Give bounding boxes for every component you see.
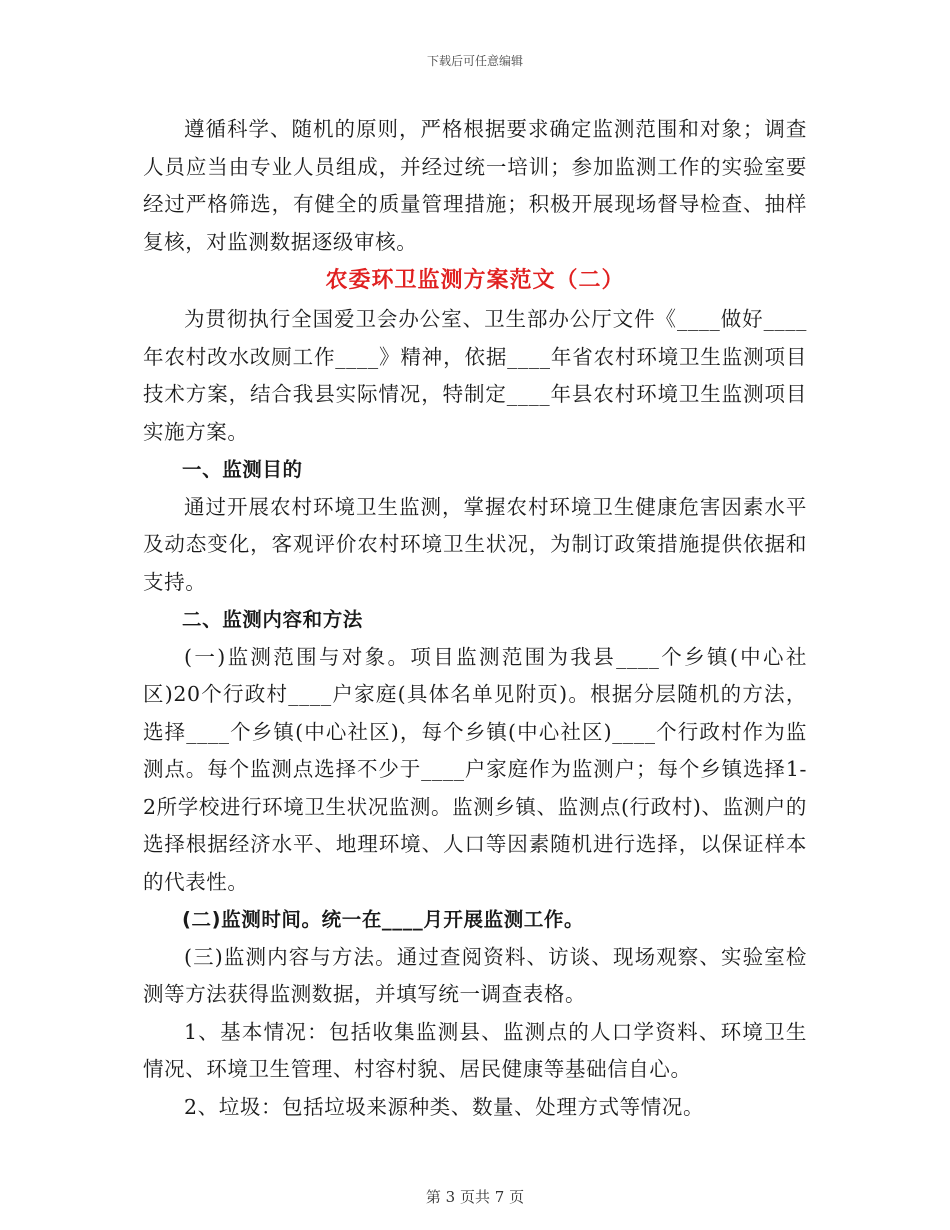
section2-item2-paragraph: (二)监测时间。统一在____月开展监测工作。 [182, 908, 585, 931]
section2-heading: 二、监测内容和方法 [182, 608, 363, 631]
section1-paragraph: 通过开展农村环境卫生监测，掌握农村环境卫生健康危害因素水平及动态变化，客观评价农村环境卫生状况，为制订政策措施提供依据和支持。 [143, 494, 807, 594]
document-title: 农委环卫监测方案范文（二） [325, 268, 625, 293]
section2-item1-paragraph: (一)监测范围与对象。项目监测范围为我县____个乡镇(中心社区)20个行政村____户家庭(具体名单见附页)。根据分层随机的方法，选择____个乡镇(中心社区)，每个乡镇(中心社区)____个行政村作为监测点。每个监测点选择不少于____户家庭作为监测户；每个乡镇选择1-2所学校进行环境卫生状况监测。监测乡镇、监测点(行政村)、监测户的选择根据经济水平、地理环境、人口等因素随机进行选择，以保证样本的代表性。 [143, 644, 807, 894]
intro-paragraph: 遵循科学、随机的原则，严格根据要求确定监测范围和对象；调查人员应当由专业人员组成，并经过统一培训；参加监测工作的实验室要经过严格筛选，有健全的质量管理措施；积极开展现场督导检查、抽样复核，对监测数据逐级审核。 [143, 117, 807, 254]
section2-item3-paragraph: (三)监测内容与方法。通过查阅资料、访谈、现场观察、实验室检测等方法获得监测数据，并填写统一调查表格。 [143, 944, 807, 1006]
document-body [143, 111, 807, 1126]
preface-paragraph: 为贯彻执行全国爱卫会办公室、卫生部办公厅文件《____做好____年农村改水改厕工作____》精神，依据____年省农村环境卫生监测项目技术方案，结合我县实际情况，特制定____年县农村环境卫生监测项目实施方案。 [143, 307, 807, 444]
page-header: 下载后可任意编辑 [426, 54, 523, 68]
page-footer: 第 3 页共 7 页 [425, 1188, 525, 1206]
section1-heading: 一、监测目的 [182, 458, 303, 481]
point2-paragraph: 2、垃圾：包括垃圾来源种类、数量、处理方式等情况。 [184, 1094, 705, 1119]
point1-paragraph: 1、基本情况：包括收集监测县、监测点的人口学资料、环境卫生情况、环境卫生管理、村容村貌、居民健康等基础信自心。 [143, 1019, 807, 1081]
